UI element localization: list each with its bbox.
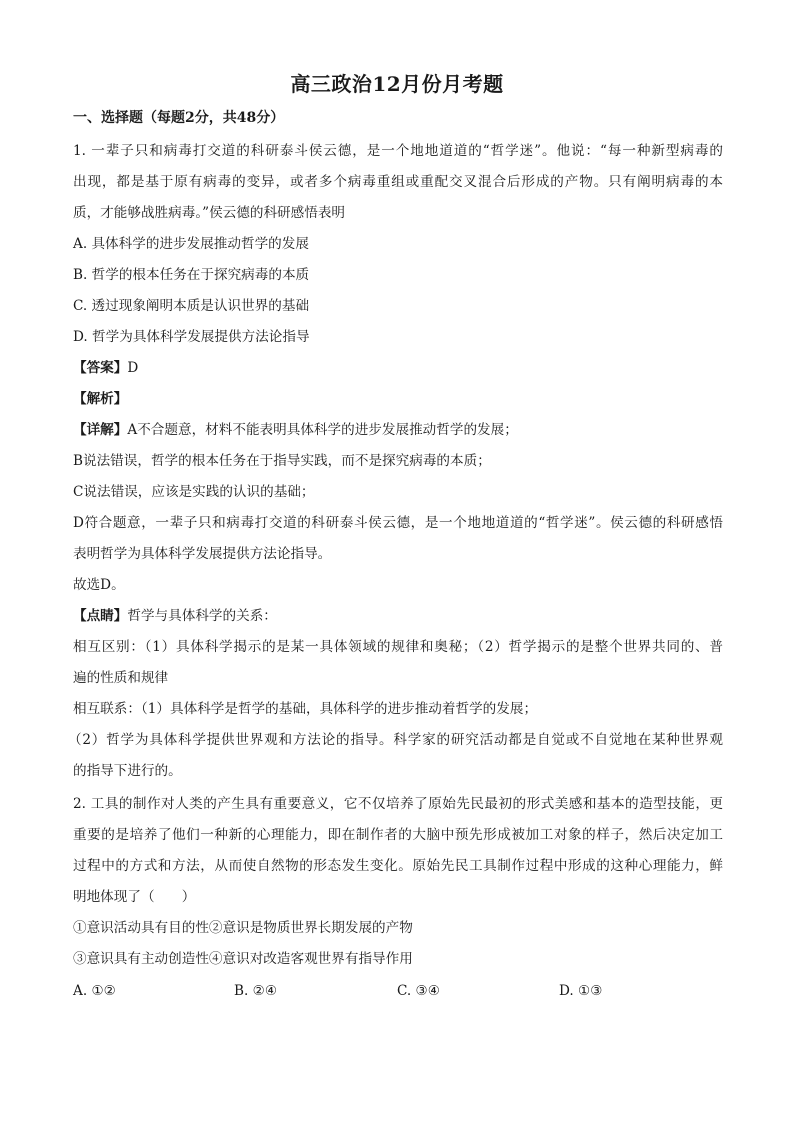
q1-detail-line-4: D符合题意，一辈子只和病毒打交道的科研泰斗侯云德，是一个地地道道的“哲学迷”。侯云德的科研感悟: [73, 515, 723, 531]
detail-text: A不合题意，材料不能表明具体科学的进步发展推动哲学的发展；: [127, 422, 518, 438]
q2-stem-line-4: 明地体现了（ ）: [73, 889, 196, 905]
point-title: 哲学与具体科学的关系：: [127, 608, 277, 624]
q1-point-line-2: 遍的性质和规律: [73, 670, 169, 686]
q2-option-c: C. ③④: [397, 983, 440, 999]
detail-label: 【详解】: [73, 422, 128, 438]
page-title: 高三政治12月份月考题: [290, 72, 504, 96]
point-label: 【点睛】: [73, 608, 128, 624]
q1-detail-line-5: 表明哲学为具体科学发展提供方法论指导。: [73, 546, 332, 562]
q1-option-c: C. 透过现象阐明本质是认识世界的基础: [73, 298, 310, 314]
q2-stem-line-3: 过程中的方式和方法，从而使自然物的形态发生变化。原始先民工具制作过程中形成的这种心理能力，鲜: [73, 858, 723, 874]
q1-option-b: B. 哲学的根本任务在于探究病毒的本质: [73, 267, 310, 283]
q2-option-a: A. ①②: [73, 983, 116, 999]
q1-detail-line-2: B说法错误，哲学的根本任务在于指导实践，而不是探究病毒的本质；: [73, 453, 491, 469]
q1-point-line-4: （2）哲学为具体科学提供世界观和方法论的指导。科学家的研究活动都是自觉或不自觉地在某种世界观: [68, 732, 723, 748]
q2-items-line-1: ①意识活动具有目的性②意识是物质世界长期发展的产物: [73, 920, 413, 936]
q1-point-line-1: 相互区别：（1）具体科学揭示的是某一具体领域的规律和奥秘；（2）哲学揭示的是整个世界共同的、普: [73, 639, 723, 655]
q1-detail-line-1: [73, 420, 723, 440]
q1-detail-line-6: 故选D。: [73, 577, 125, 593]
answer-label: 【答案】: [73, 360, 128, 376]
section-heading: 一、选择题（每题2分，共48分）: [73, 110, 285, 126]
q2-stem-line-1: 2. 工具的制作对人类的产生具有重要意义，它不仅培养了原始先民最初的形式美感和基本的造型技能，更: [73, 796, 723, 812]
q2-option-d: D. ①③: [559, 983, 603, 999]
q1-option-d: D. 哲学为具体科学发展提供方法论指导: [73, 329, 310, 345]
q1-point-line-3: 相互联系：（1）具体科学是哲学的基础，具体科学的进步推动着哲学的发展；: [73, 701, 538, 717]
q2-stem-line-2: 重要的是培养了他们一种新的心理能力，即在制作者的大脑中预先形成被加工对象的样子，然后决定加工: [73, 827, 723, 843]
q1-stem-line-2: 出现，都是基于原有病毒的变异，或者多个病毒重组或重配交叉混合后形成的产物。只有阐明病毒的本: [73, 174, 723, 190]
q2-items-line-2: ③意识具有主动创造性④意识对改造客观世界有指导作用: [73, 951, 413, 967]
q1-option-a: A. 具体科学的进步发展推动哲学的发展: [73, 236, 309, 252]
q1-stem-line-1: 1. 一辈子只和病毒打交道的科研泰斗侯云德，是一个地地道道的“哲学迷”。他说：“每一种新型病毒的: [73, 143, 723, 159]
answer-value: D: [127, 360, 139, 376]
q1-stem-line-3: 质，才能够战胜病毒。”侯云德的科研感悟表明: [73, 205, 346, 221]
q1-detail-line-3: C说法错误，应该是实践的认识的基础；: [73, 484, 315, 500]
q2-option-b: B. ②④: [234, 983, 278, 999]
q1-point-heading: [73, 606, 723, 626]
analysis-label: 【解析】: [73, 391, 128, 407]
q1-answer: [73, 358, 723, 378]
q1-point-line-5: 的指导下进行的。: [73, 763, 182, 779]
q2-options-row: [73, 981, 723, 1001]
